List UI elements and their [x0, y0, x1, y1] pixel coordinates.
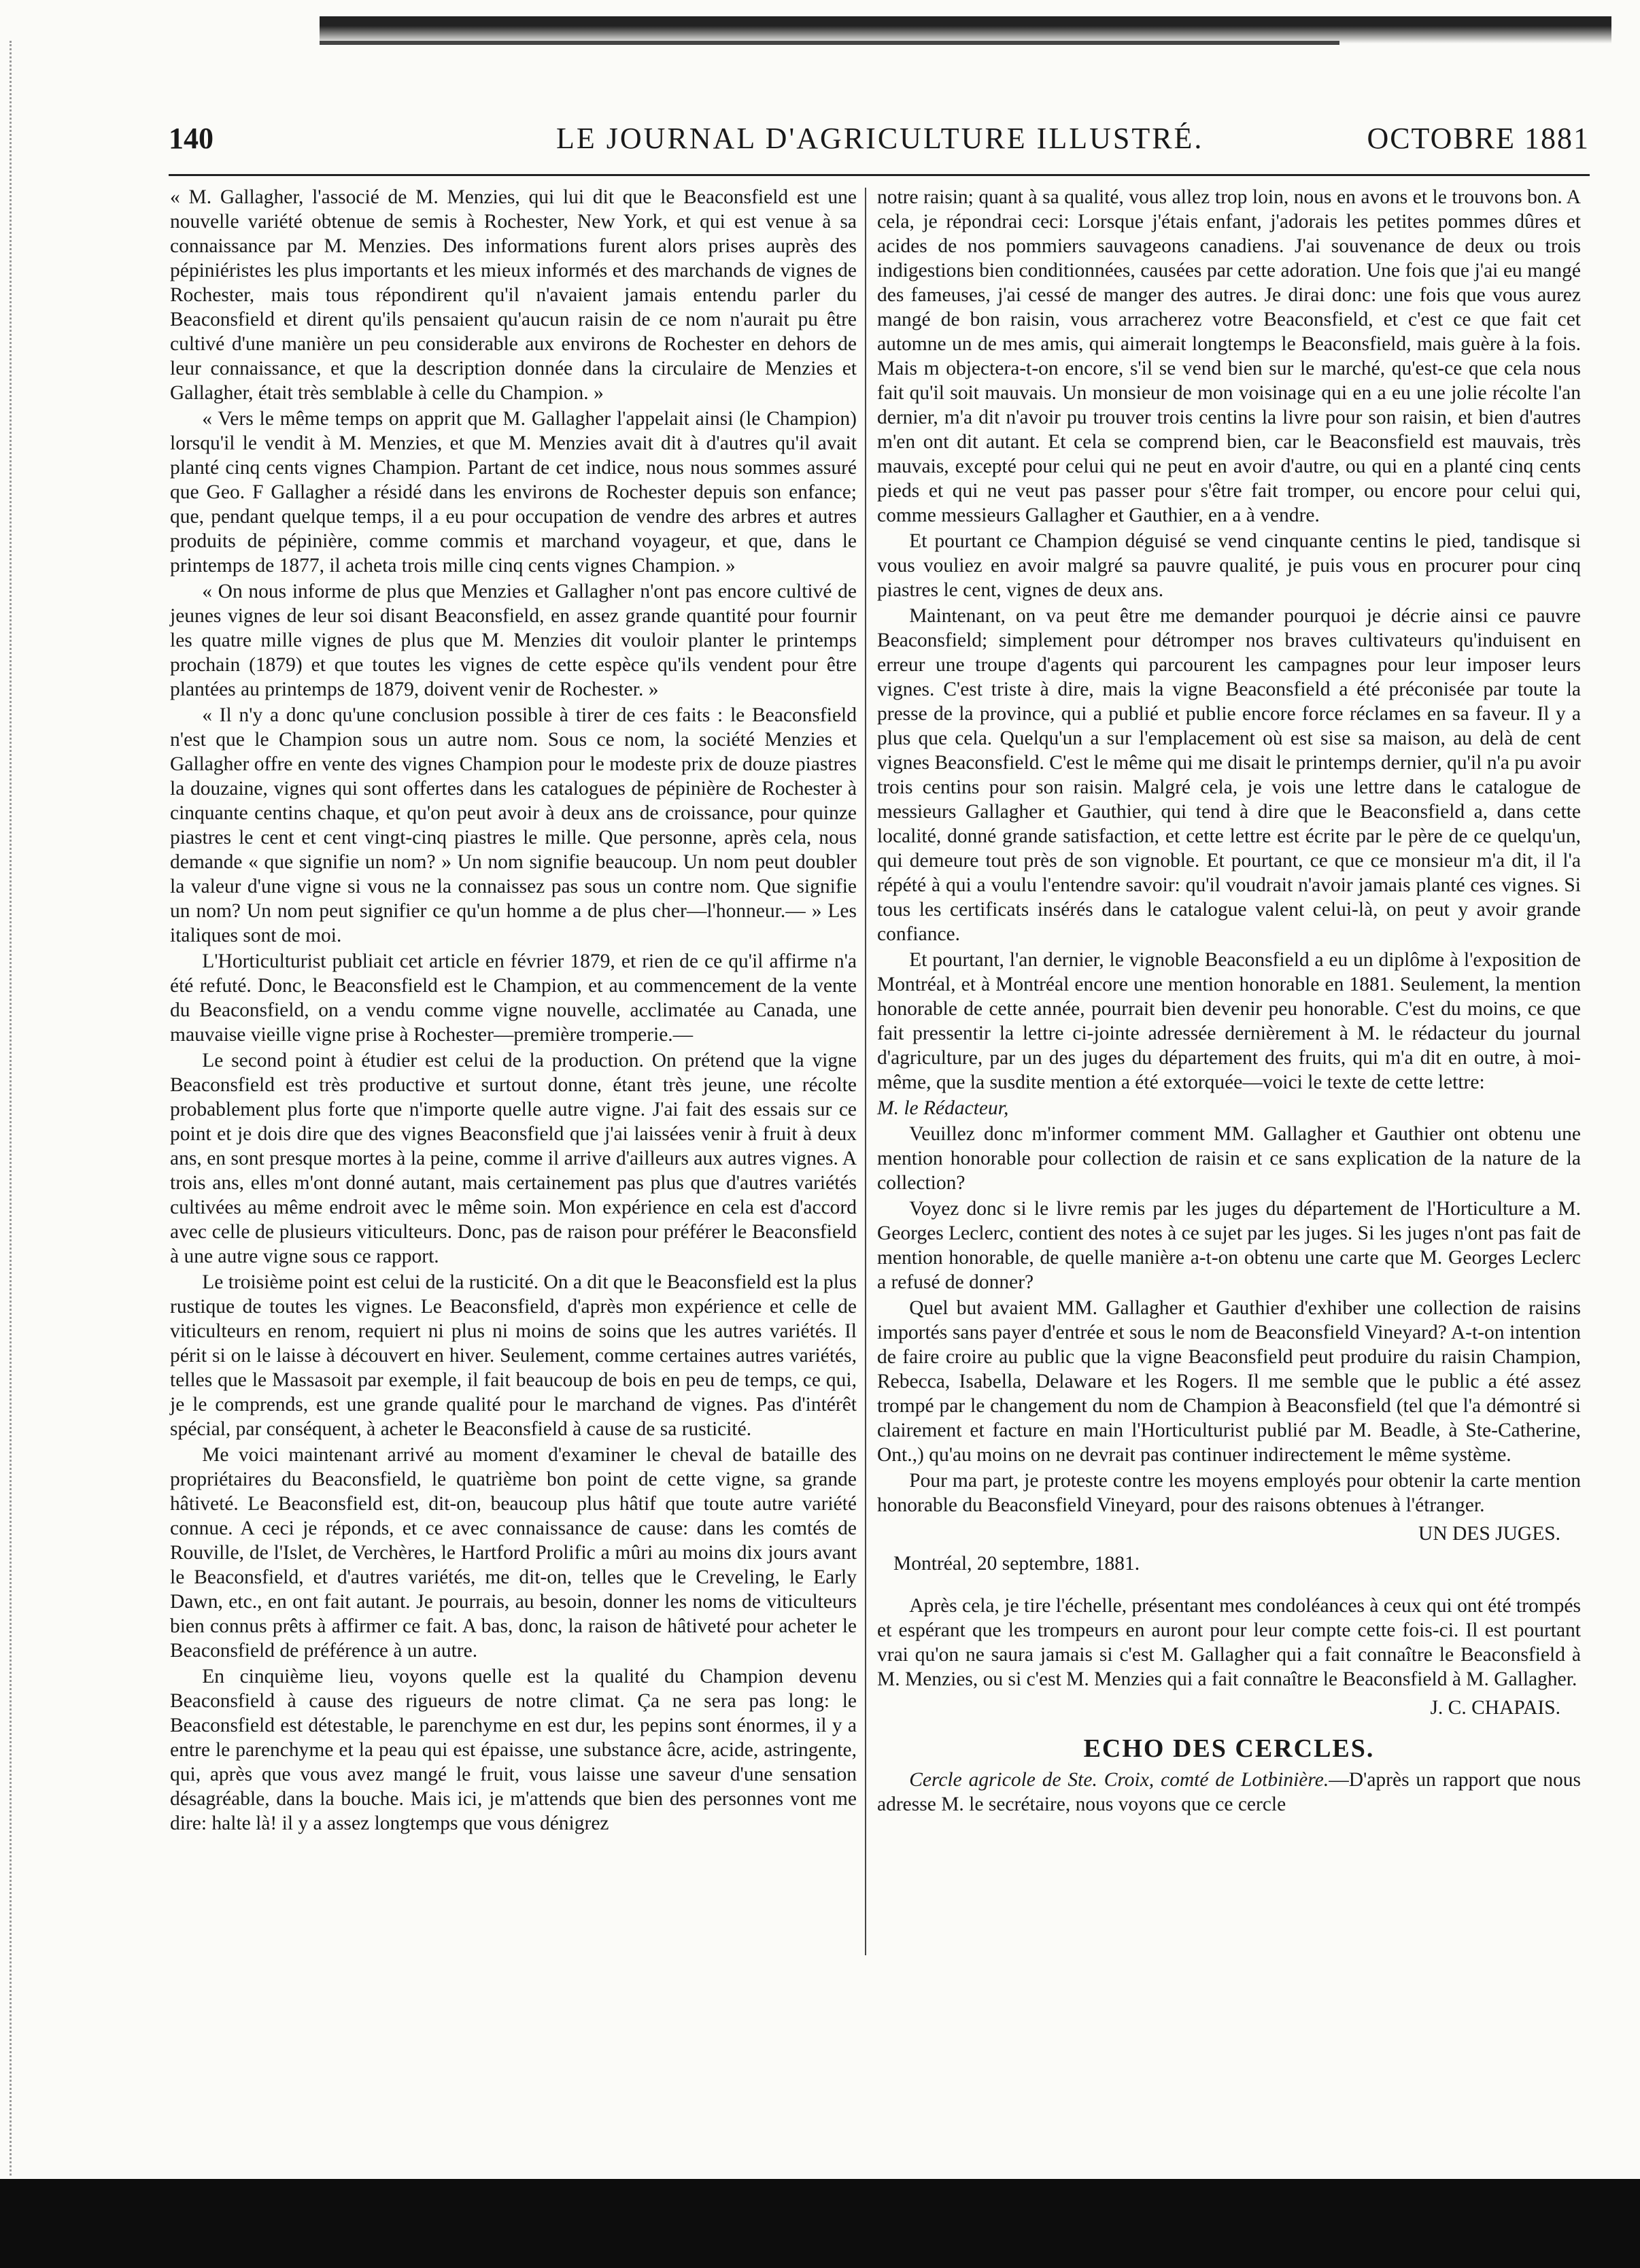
letter-paragraph: Pour ma part, je proteste contre les moyens employés pour obtenir la carte mention honorable du Beaconsfield Vineyard, pour des raisons obtenues à l'étranger. — [877, 1470, 1581, 1516]
section-paragraph — [877, 1768, 1581, 1817]
letter-dateline: Montréal, 20 septembre, 1881. — [893, 1553, 1140, 1575]
paragraph: Le second point à étudier est celui de la production. On prétend que la vigne Beaconsfield est très productive et surtout donne, étant très jeune, une récolte probablement plus forte que n'importe quelle autre vigne. J'ai fait des essais sur ce point et je dois dire que des vignes Beaconsfield que j'ai laissées venir à fruit à deux ans, en sont presque mortes à la peine, comme il arrive d'ailleurs aux autres vignes. A trois ans, elles m'ont donné autant, mais certainement pas plus que d'autres variétés cultivées au même endroit avec le même soin. Mon expérience en cela est d'accord avec celle de plusieurs viticulteurs. Donc, pas de raison pour préférer le Beaconsfield à une autre vigne sous ce rapport. — [170, 1050, 857, 1267]
paragraph: notre raisin; quant à sa qualité, vous allez trop loin, nous en avons et le trouvons bon. A cela, je répondrai ceci: Lorsque j'étais enfant, j'adorais les petites pommes dûres et acides de nos pommiers sauvageons canadiens. J'ai souvenance de deux ou trois indigestions bien conditionnées, causées par cette adoration. Une fois que j'ai eu mangé des fameuses, j'ai cessé de manger des autres. Je dirai donc: une fois que vous aurez mangé de bon raisin, vous arracherez votre Beaconsfield, et c'est ce que fait cet automne un de mes amis, qui aimerait longtemps le Beaconsfield, mais guère à la fois. Mais m objectera-t-on encore, s'il se vend bien sur le marché, qu'est-ce que cela nous fait qu'il soit mauvais. Un monsieur de mon voisinage qui en a eu une jolie récolte l'an dernier, m'a dit n'avoir pu trouver trois centins la livre pour son raisin, et bien d'autres m'en ont dit autant. Et cela se comprend bien, car le Beaconsfield est mauvais, très mauvais, excepté pour celui qui ne peut en avoir d'autre, ou qui en a planté cinq cents pieds et qui ne veut pas passer pour s'être fait tromper, ou encore pour celui qui, comme messieurs Gallagher et Gauthier, en a à vendre. — [877, 186, 1581, 526]
letter-salutation: M. le Rédacteur, — [877, 1097, 1009, 1119]
paragraph: Et pourtant, l'an dernier, le vignoble Beaconsfield a eu un diplôme à l'exposition de Montréal, et à Montréal encore une mention honorable en 1881. Seulement, la mention honorable de cette année, pourrait bien devenir peu honorable. C'est du moins, ce que fait pressentir la lettre ci-jointe adressée dernièrement à M. le rédacteur du journal d'agriculture, par un des juges du département des fruits, qui m'a dit en outre, à moi-même, que la susdite mention a été extorquée—voici le texte de cette lettre: — [877, 949, 1581, 1093]
paragraph: Maintenant, on va peut être me demander pourquoi je décrie ainsi ce pauvre Beaconsfield; simplement pour détromper nos braves cultivateurs qu'induisent en erreur une troupe d'agents qui parcourent les campagnes pour leur imposer leurs vignes. C'est triste à dire, mais la vigne Beaconsfield a été préconisée par toute la presse de la province, qui a publié et publie encore force réclames en sa faveur. Il y a plus que cela. Quelqu'un a sur l'emplacement où est sise sa maison, au delà de cent vignes Beaconsfield. C'est le même qui me disait le printemps dernier, qu'il n'a pu avoir trois centins pour son raisin. Malgré cela, je vois une lettre dans le catalogue de messieurs Gallagher et Gauthier, qui tend à dire que le Beaconsfield a, dans cette localité, donné grande satisfaction, et cette lettre est écrite par le père de ce quelqu'un, qui demeure tout près de son vignoble. Et pourtant, ce que ce monsieur m'a dit, il l'a répété à qui a voulu l'entendre savoir: qu'il voudrait n'avoir jamais planté ces vignes. Si tous les certificats insérés dans le catalogue valent celui-là, on peut y avoir grande confiance. — [877, 605, 1581, 945]
header-rule — [169, 174, 1590, 176]
scan-edge-top — [320, 16, 1611, 44]
page-number: 140 — [169, 122, 213, 155]
issue-date: OCTOBRE 1881 — [1367, 122, 1590, 155]
section-opening-rest: —D'après un rapport que nous adresse M. le secrétaire, nous voyons que ce cercle — [877, 1769, 1581, 1815]
author-signature: J. C. CHAPAIS. — [1430, 1697, 1560, 1719]
letter-paragraph: Voyez donc si le livre remis par les juges du département de l'Horticulture a M. Georges Leclerc, contient des notes à ce sujet par les juges. Si les juges n'ont pas fait de mention honorable, de quelle manière a-t-on obtenu une carte que M. Georges Leclerc a refusé de donner? — [877, 1198, 1581, 1293]
paragraph: Le troisième point est celui de la rusticité. On a dit que le Beaconsfield est la plus rustique de toutes les vignes. Le Beaconsfield, d'après mon expérience et celle de viticulteurs en renom, requiert ni plus ni moins de soins que les autres variétés. Il périt si on le laisse à découvert en hiver. Seulement, comme certaines autres variétés, telles que le Massasoit par exemple, il fait beaucoup de bois en peu de temps, ce qui, je le comprends, est une grande qualité pour le marchand de vignes. Pas d'intérêt spécial, par conséquent, à acheter le Beaconsfield à cause de sa rusticité. — [170, 1271, 857, 1440]
left-column — [170, 185, 857, 1837]
paragraph: En cinquième lieu, voyons quelle est la qualité du Champion devenu Beaconsfield à cause des rigueurs de notre climat. Ça ne sera pas long: le Beaconsfield est détestable, le parenchyme en est dur, les pepins sont énormes, il y a entre le parenchyme et la peau qui est épaisse, une substance âcre, acide, astringente, qui, après que vous avez mangé le fruit, vous laisse une saveur d'une sensation désagréable, dans la bouche. Mais ici, je m'attends que bien des personnes vont me dire: halte là! il y a assez longtemps que vous dénigrez — [170, 1666, 857, 1834]
journal-title: LE JOURNAL D'AGRICULTURE ILLUSTRÉ. — [556, 122, 1204, 155]
running-head — [169, 121, 1590, 169]
section-heading: ECHO DES CERCLES. — [1083, 1734, 1375, 1763]
paragraph: Et pourtant ce Champion déguisé se vend cinquante centins le pied, tandisque si vous vouliez en avoir malgré sa pauvre qualité, je puis vous en procurer pour cinq piastres le cent, vignes de deux ans. — [877, 530, 1581, 601]
section-opening-italic: Cercle agricole de Ste. Croix, comté de Lotbinière. — [909, 1769, 1329, 1791]
scan-edge-bottom — [0, 2179, 1640, 2268]
paragraph: « Vers le même temps on apprit que M. Gallagher l'appelait ainsi (le Champion) lorsqu'il le vendit à M. Menzies, et que M. Menzies avait dit à d'autres qu'il avait planté cinq cents vignes Champion. Partant de cet indice, nous nous sommes assuré que Geo. F Gallagher a résidé dans les environs de Rochester depuis son enfance; que, pendant quelque temps, il a eu pour occupation de vendre des arbres et autres produits de pépinière, comme commis et marchand voyageur, et que, dans le printemps de 1877, il acheta trois mille cinq cents vignes Champion. » — [170, 408, 857, 577]
letter-signature: UN DES JUGES. — [1418, 1523, 1560, 1545]
letter-paragraph: Quel but avaient MM. Gallagher et Gauthier d'exhiber une collection de raisins importés sans payer d'entrée et sous le nom de Beaconsfield Vineyard? A-t-on intention de faire croire au public que la vigne Beaconsfield peut produire du raisin Champion, Rebecca, Isabella, Delaware et les Rogers. Il me semble que le public a été assez trompé par le changement du nom de Champion à Beaconsfield (tel que l'a démontré si clairement et facture en main l'Horticulturist publié par M. Beadle, à Ste-Catherine, Ont.,) qu'au moins on ne devrait pas continuer indirectement le même système. — [877, 1297, 1581, 1466]
paragraph: « M. Gallagher, l'associé de M. Menzies, qui lui dit que le Beaconsfield est une nouvelle variété obtenue de semis à Rochester, New York, et qui est venue à sa connaissance par M. Menzies. Des informations furent alors prises auprès des pépiniéristes les plus importants et les mieux informés et des marchands de vignes de Rochester, mais tous répondirent qu'il n'avaient jamais entendu parler du Beaconsfield et dirent qu'ils pensaient qu'aucun raisin de ce nom n'aurait pu être cultivé d'une manière un peu considerable aux environs de Rochester en dehors de leur connaissance, et que la description donnée dans la circulaire de Menzies et Gallagher, était très semblable à celle du Champion. » — [170, 186, 857, 404]
right-column — [877, 185, 1581, 1818]
paragraph: L'Horticulturist publiait cet article en février 1879, et rien de ce qu'il affirme n'a été refuté. Donc, le Beaconsfield est le Champion, et au commencement de la vente du Beaconsfield, on a vendu comme vigne nouvelle, acclimatée au Canada, une mauvaise vieille vigne prise à Rochester—première tromperie.— — [170, 950, 857, 1046]
column-rule — [865, 188, 866, 1955]
paragraph: Me voici maintenant arrivé au moment d'examiner le cheval de bataille des propriétaires du Beaconsfield, le quatrième bon point de cette vigne, sa grande hâtiveté. Le Beaconsfield est, dit-on, beaucoup plus hâtif que toute autre variété connue. A ceci je réponds, et ce avec connaissance de cause: dans les comtés de Rouville, de l'Islet, de Verchères, le Hartford Prolific a mûri au moins dix jours avant le Beaconsfield, et d'autres variétés, me dit-on, telles que le Creveling, le Early Dawn, etc., en ont fait autant. Je pourrais, au besoin, donner les noms de viticulteurs bien connus prêts à affirmer ce fait. A bas, donc, la raison de hâtiveté pour acheter le Beaconsfield de préférence à un autre. — [170, 1444, 857, 1662]
paragraph: « On nous informe de plus que Menzies et Gallagher n'ont pas encore cultivé de jeunes vignes de leur soi disant Beaconsfield, en assez grande quantité pour fournir les quatre mille vignes de plus que M. Menzies dit vouloir planter le printemps prochain (1879) et que toutes les vignes de cette espèce qu'ils vendent pour être plantées au printemps de 1879, doivent venir de Rochester. » — [170, 581, 857, 700]
paragraph: « Il n'y a donc qu'une conclusion possible à tirer de ces faits : le Beaconsfield n'est que le Champion sous un autre nom. Sous ce nom, la société Menzies et Gallagher offre en vente des vignes Champion pour le modeste prix de douze piastres la douzaine, vignes qui sont offertes dans les catalogues de pépinière de Rochester à cinquante centins chaque, et qu'on peut avoir à deux ans de croissance, pour quinze piastres le cent et cent vingt-cinq piastres le mille. Que personne, après cela, nous demande « que signifie un nom? » Un nom signifie beaucoup. Un nom peut doubler la valeur d'une vigne si vous ne la connaissez pas sous un contre nom. Que signifie un nom? Un nom peut signifier ce qu'un homme a de plus cher—l'honneur.— » Les italiques sont de moi. — [170, 704, 857, 946]
scan-edge-top-line — [320, 41, 1339, 45]
scan-left-margin — [0, 41, 12, 2176]
letter-paragraph: Veuillez donc m'informer comment MM. Gallagher et Gauthier ont obtenu une mention honorable pour collection de raisin et ce sans explication de la nature de la collection? — [877, 1123, 1581, 1194]
paragraph: Après cela, je tire l'échelle, présentant mes condoléances à ceux qui ont été trompés et espérant que les trompeurs en auront pour leur compte cette fois-ci. Il est pourtant vrai qu'on ne saura jamais si c'est M. Gallagher qui a fait connaître le Beaconsfield à M. Menzies, ou si c'est M. Menzies qui a fait connaître le Beaconsfield à M. Gallagher. — [877, 1595, 1581, 1690]
